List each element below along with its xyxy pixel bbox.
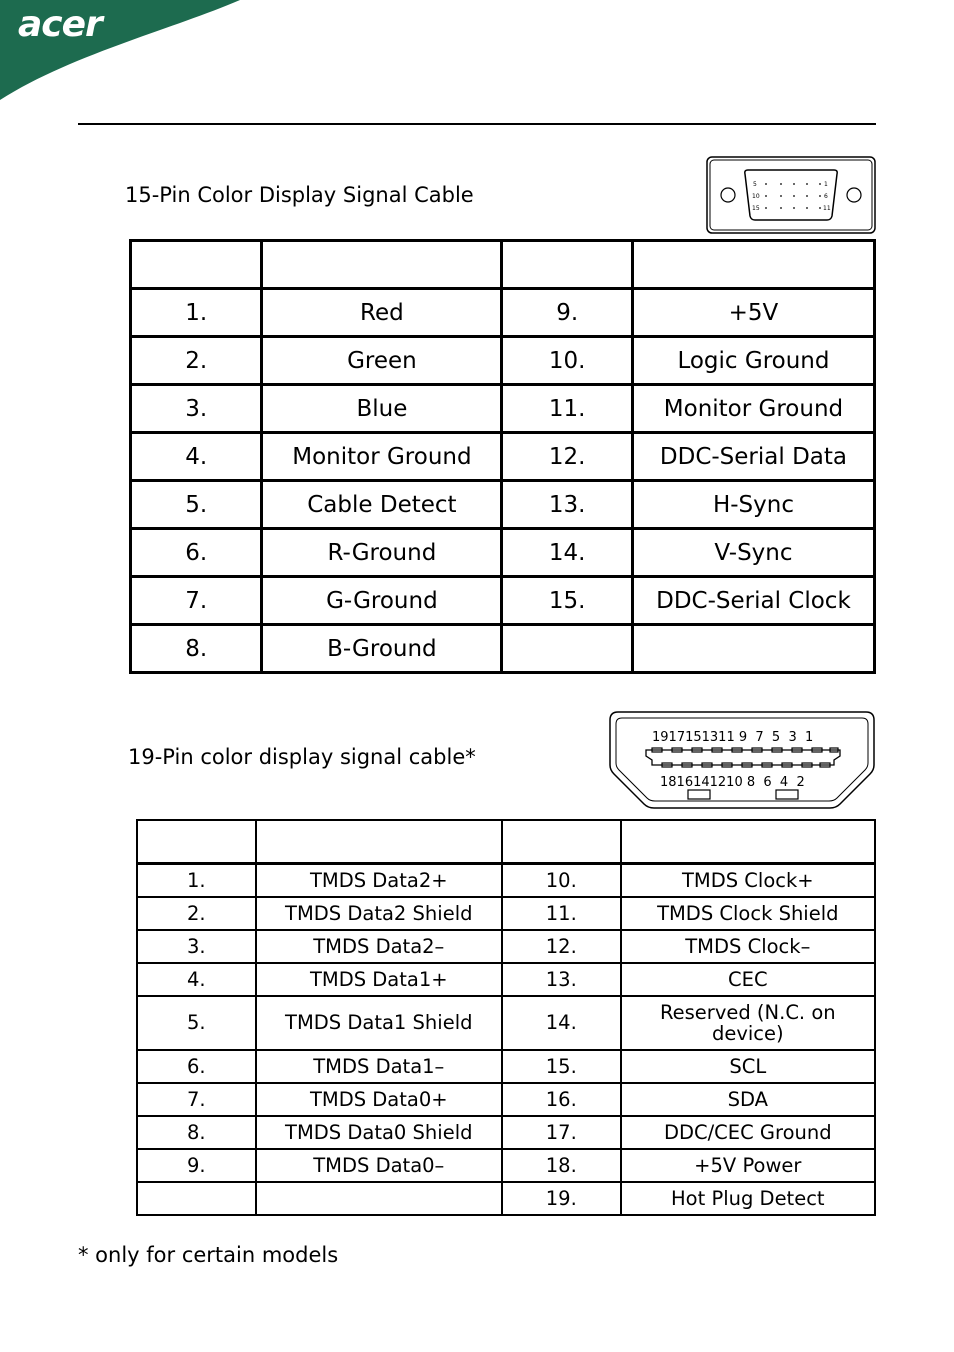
signal-cell: Cable Detect [262,481,502,529]
table-row [137,963,875,996]
signal-cell: TMDS Data2 Shield [256,897,502,930]
signal-cell: TMDS Data2– [256,930,502,963]
table-row [137,1116,875,1149]
hdmi-top-pin-labels: 1917151311 9 7 5 3 1 [652,730,814,745]
pin-number-cell: 18. [502,1149,621,1182]
table-row [131,289,875,337]
pin-number-cell: 12. [502,930,621,963]
header-cell [256,820,502,864]
table-row [137,1083,875,1116]
pin-number-cell: 13. [502,963,621,996]
signal-cell: TMDS Data1– [256,1050,502,1083]
signal-cell: Red [262,289,502,337]
signal-cell: DDC-Serial Data [632,433,874,481]
signal-cell: CEC [621,963,875,996]
table-header-row [137,820,875,864]
pin-number-cell: 9. [502,289,632,337]
table-row [137,897,875,930]
hdmi-pin-table [136,819,876,1216]
signal-cell: TMDS Data1+ [256,963,502,996]
signal-cell: R-Ground [262,529,502,577]
signal-cell: DDC/CEC Ground [621,1116,875,1149]
pin-number-cell [502,625,632,673]
pin-number-cell: 1. [137,864,256,898]
header-cell [502,820,621,864]
pin-number-cell: 8. [131,625,262,673]
vga-caption: 15-Pin Color Display Signal Cable [125,183,474,207]
pin-number-cell: 19. [502,1182,621,1215]
signal-cell: Monitor Ground [632,385,874,433]
pin-number-cell: 12. [502,433,632,481]
hdmi-connector-icon [608,710,876,810]
table-row [131,337,875,385]
header-cell [632,241,874,289]
signal-cell [632,625,874,673]
pin-number-cell: 11. [502,897,621,930]
vga-pin-table [129,239,876,674]
signal-cell: Green [262,337,502,385]
signal-cell: TMDS Data0 Shield [256,1116,502,1149]
vga-pin-label-10: 10 [752,193,760,200]
pin-number-cell: 8. [137,1116,256,1149]
table-row [131,433,875,481]
table-row [131,529,875,577]
signal-cell: TMDS Clock– [621,930,875,963]
table-header-row [131,241,875,289]
signal-cell: DDC-Serial Clock [632,577,874,625]
signal-cell: TMDS Clock+ [621,864,875,898]
pin-number-cell: 16. [502,1083,621,1116]
vga-pin-label-6: 6 [824,193,828,200]
pin-number-cell: 3. [131,385,262,433]
pin-number-cell: 14. [502,529,632,577]
pin-number-cell: 14. [502,996,621,1050]
signal-cell: TMDS Data0+ [256,1083,502,1116]
pin-number-cell: 5. [131,481,262,529]
signal-cell [256,1182,502,1215]
pin-number-cell: 3. [137,930,256,963]
signal-cell: +5V Power [621,1149,875,1182]
pin-number-cell: 9. [137,1149,256,1182]
table-row [137,996,875,1050]
header-cell [131,241,262,289]
pin-number-cell: 1. [131,289,262,337]
footnote: * only for certain models [78,1243,339,1267]
signal-cell: TMDS Data2+ [256,864,502,898]
signal-cell: H-Sync [632,481,874,529]
signal-cell: TMDS Clock Shield [621,897,875,930]
vga-pin-label-5: 5 [753,181,757,188]
pin-number-cell: 10. [502,337,632,385]
pin-number-cell: 10. [502,864,621,898]
pin-number-cell: 7. [131,577,262,625]
acer-logo: acer [18,4,102,45]
pin-number-cell: 4. [131,433,262,481]
signal-cell: Logic Ground [632,337,874,385]
hdmi-caption: 19-Pin color display signal cable* [128,745,476,769]
pin-number-cell: 11. [502,385,632,433]
table-row [137,864,875,898]
pin-number-cell: 13. [502,481,632,529]
pin-number-cell: 2. [137,897,256,930]
header-cell [137,820,256,864]
pin-number-cell: 5. [137,996,256,1050]
pin-number-cell: 15. [502,577,632,625]
pin-number-cell: 6. [137,1050,256,1083]
signal-cell: TMDS Data1 Shield [256,996,502,1050]
table-row [131,577,875,625]
table-row [131,481,875,529]
table-row [137,1149,875,1182]
pin-number-cell: 2. [131,337,262,385]
signal-cell: B-Ground [262,625,502,673]
vga-pin-label-11: 11 [823,205,831,212]
signal-cell: Hot Plug Detect [621,1182,875,1215]
vga-pin-label-15: 15 [752,205,760,212]
header-cell [502,241,632,289]
header-cell [262,241,502,289]
vga-pin-label-1: 1 [824,181,828,188]
table-row [137,930,875,963]
pin-number-cell: 4. [137,963,256,996]
pin-number-cell: 7. [137,1083,256,1116]
pin-number-cell [137,1182,256,1215]
signal-cell: V-Sync [632,529,874,577]
signal-cell: SDA [621,1083,875,1116]
signal-cell: G-Ground [262,577,502,625]
table-row [137,1182,875,1215]
pin-number-cell: 6. [131,529,262,577]
signal-cell: Blue [262,385,502,433]
signal-cell: Reserved (N.C. on device) [621,996,875,1050]
header-rule [78,123,876,125]
signal-cell: SCL [621,1050,875,1083]
signal-cell: Monitor Ground [262,433,502,481]
header-cell [621,820,875,864]
hdmi-bottom-pin-labels: 1816141210 8 6 4 2 [660,775,805,790]
table-row [137,1050,875,1083]
table-row [131,625,875,673]
signal-cell: TMDS Data0– [256,1149,502,1182]
pin-number-cell: 15. [502,1050,621,1083]
table-row [131,385,875,433]
signal-cell: +5V [632,289,874,337]
pin-number-cell: 17. [502,1116,621,1149]
vga-connector-icon [706,156,876,234]
